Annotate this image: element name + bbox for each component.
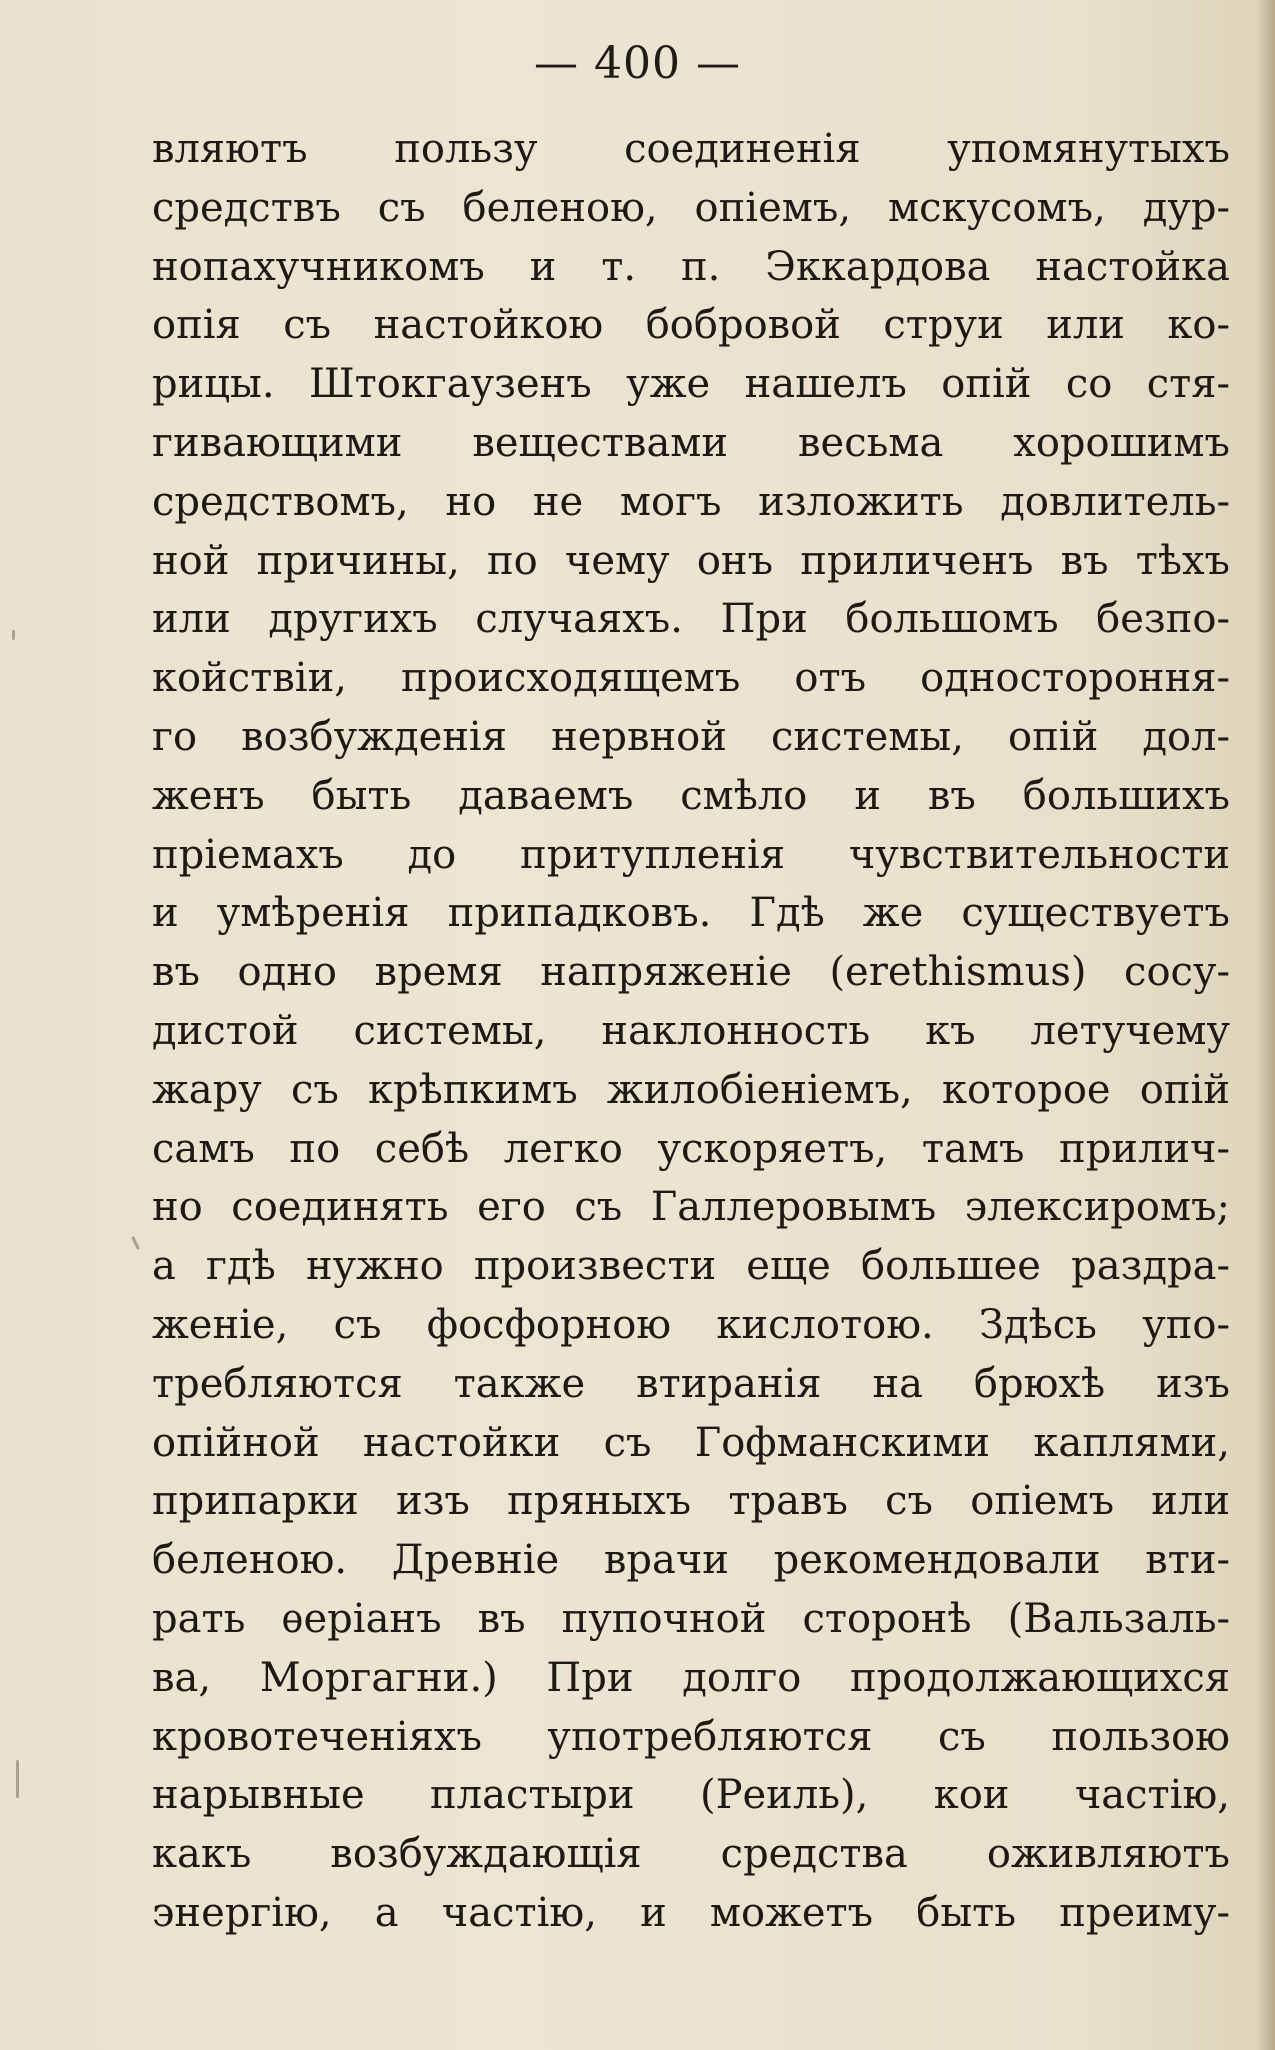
- text-line: какъ возбуждающія средства оживляютъ: [152, 1831, 1230, 1878]
- text-line: а гдѣ нужно произвести еще большее раздра-: [152, 1243, 1230, 1290]
- text-line: койствіи, происходящемъ отъ одностороння-: [152, 655, 1230, 702]
- page-number: — 400 —: [534, 38, 741, 89]
- text-line: женъ быть даваемъ смѣло и въ большихъ: [152, 772, 1230, 819]
- text-line: женіе, съ фосфорною кислотою. Здѣсь упо-: [152, 1301, 1230, 1348]
- text-line: или другихъ случаяхъ. При большомъ безпо-: [152, 596, 1230, 643]
- text-line: пріемахъ до притупленія чувствительности: [152, 831, 1230, 878]
- text-line: опійной настойки съ Гофманскими каплями,: [152, 1419, 1230, 1466]
- text-line: средствъ съ беленою, опіемъ, мскусомъ, дур-: [152, 184, 1230, 231]
- body-text: [152, 120, 1230, 1943]
- text-line: рицы. Штокгаузенъ уже нашелъ опій со стя-: [152, 361, 1230, 408]
- paper-speck: [131, 1236, 140, 1250]
- text-line: нопахучникомъ и т. п. Эккардова настойка: [152, 243, 1230, 290]
- text-line: го возбужденія нервной системы, опій дол-: [152, 713, 1230, 760]
- text-line: нарывные пластыри (Реиль), кои частію,: [152, 1772, 1230, 1819]
- text-line: дистой системы, наклонность къ летучему: [152, 1007, 1230, 1054]
- text-line: средствомъ, но не могъ изложить довлитель-: [152, 478, 1230, 525]
- text-line: въ одно время напряженіе (erethismus) сосу-: [152, 949, 1230, 996]
- text-line: кровотеченіяхъ употребляются съ пользою: [152, 1713, 1230, 1760]
- paper-speck: [16, 1760, 19, 1798]
- text-line: рать ѳеріанъ въ пупочной сторонѣ (Вальзаль-: [152, 1595, 1230, 1642]
- text-line: беленою. Древніе врачи рекомендовали вти-: [152, 1537, 1230, 1584]
- page-edge-shadow: [1257, 0, 1275, 2050]
- text-line: самъ по себѣ легко ускоряетъ, тамъ прилич-: [152, 1125, 1230, 1172]
- text-line: энергію, а частію, и можетъ быть преиму-: [152, 1889, 1230, 1936]
- text-line: ва, Моргагни.) При долго продолжающихся: [152, 1654, 1230, 1701]
- text-line: припарки изъ пряныхъ травъ съ опіемъ или: [152, 1478, 1230, 1525]
- text-line: требляются также втиранія на брюхѣ изъ: [152, 1360, 1230, 1407]
- text-line: опія съ настойкою бобровой струи или ко-: [152, 302, 1230, 349]
- paper-speck: [12, 630, 15, 640]
- text-line: гивающими веществами весьма хорошимъ: [152, 419, 1230, 466]
- text-line: вляютъ пользу соединенія упомянутыхъ: [152, 126, 1230, 172]
- text-line: и умѣренія припадковъ. Гдѣ же существуетъ: [152, 890, 1230, 937]
- text-line: жару съ крѣпкимъ жилобіеніемъ, которое опій: [152, 1066, 1230, 1113]
- text-line: но соединять его съ Галлеровымъ элексиромъ;: [152, 1184, 1230, 1231]
- text-line: ной причины, по чему онъ приличенъ въ тѣхъ: [152, 537, 1230, 584]
